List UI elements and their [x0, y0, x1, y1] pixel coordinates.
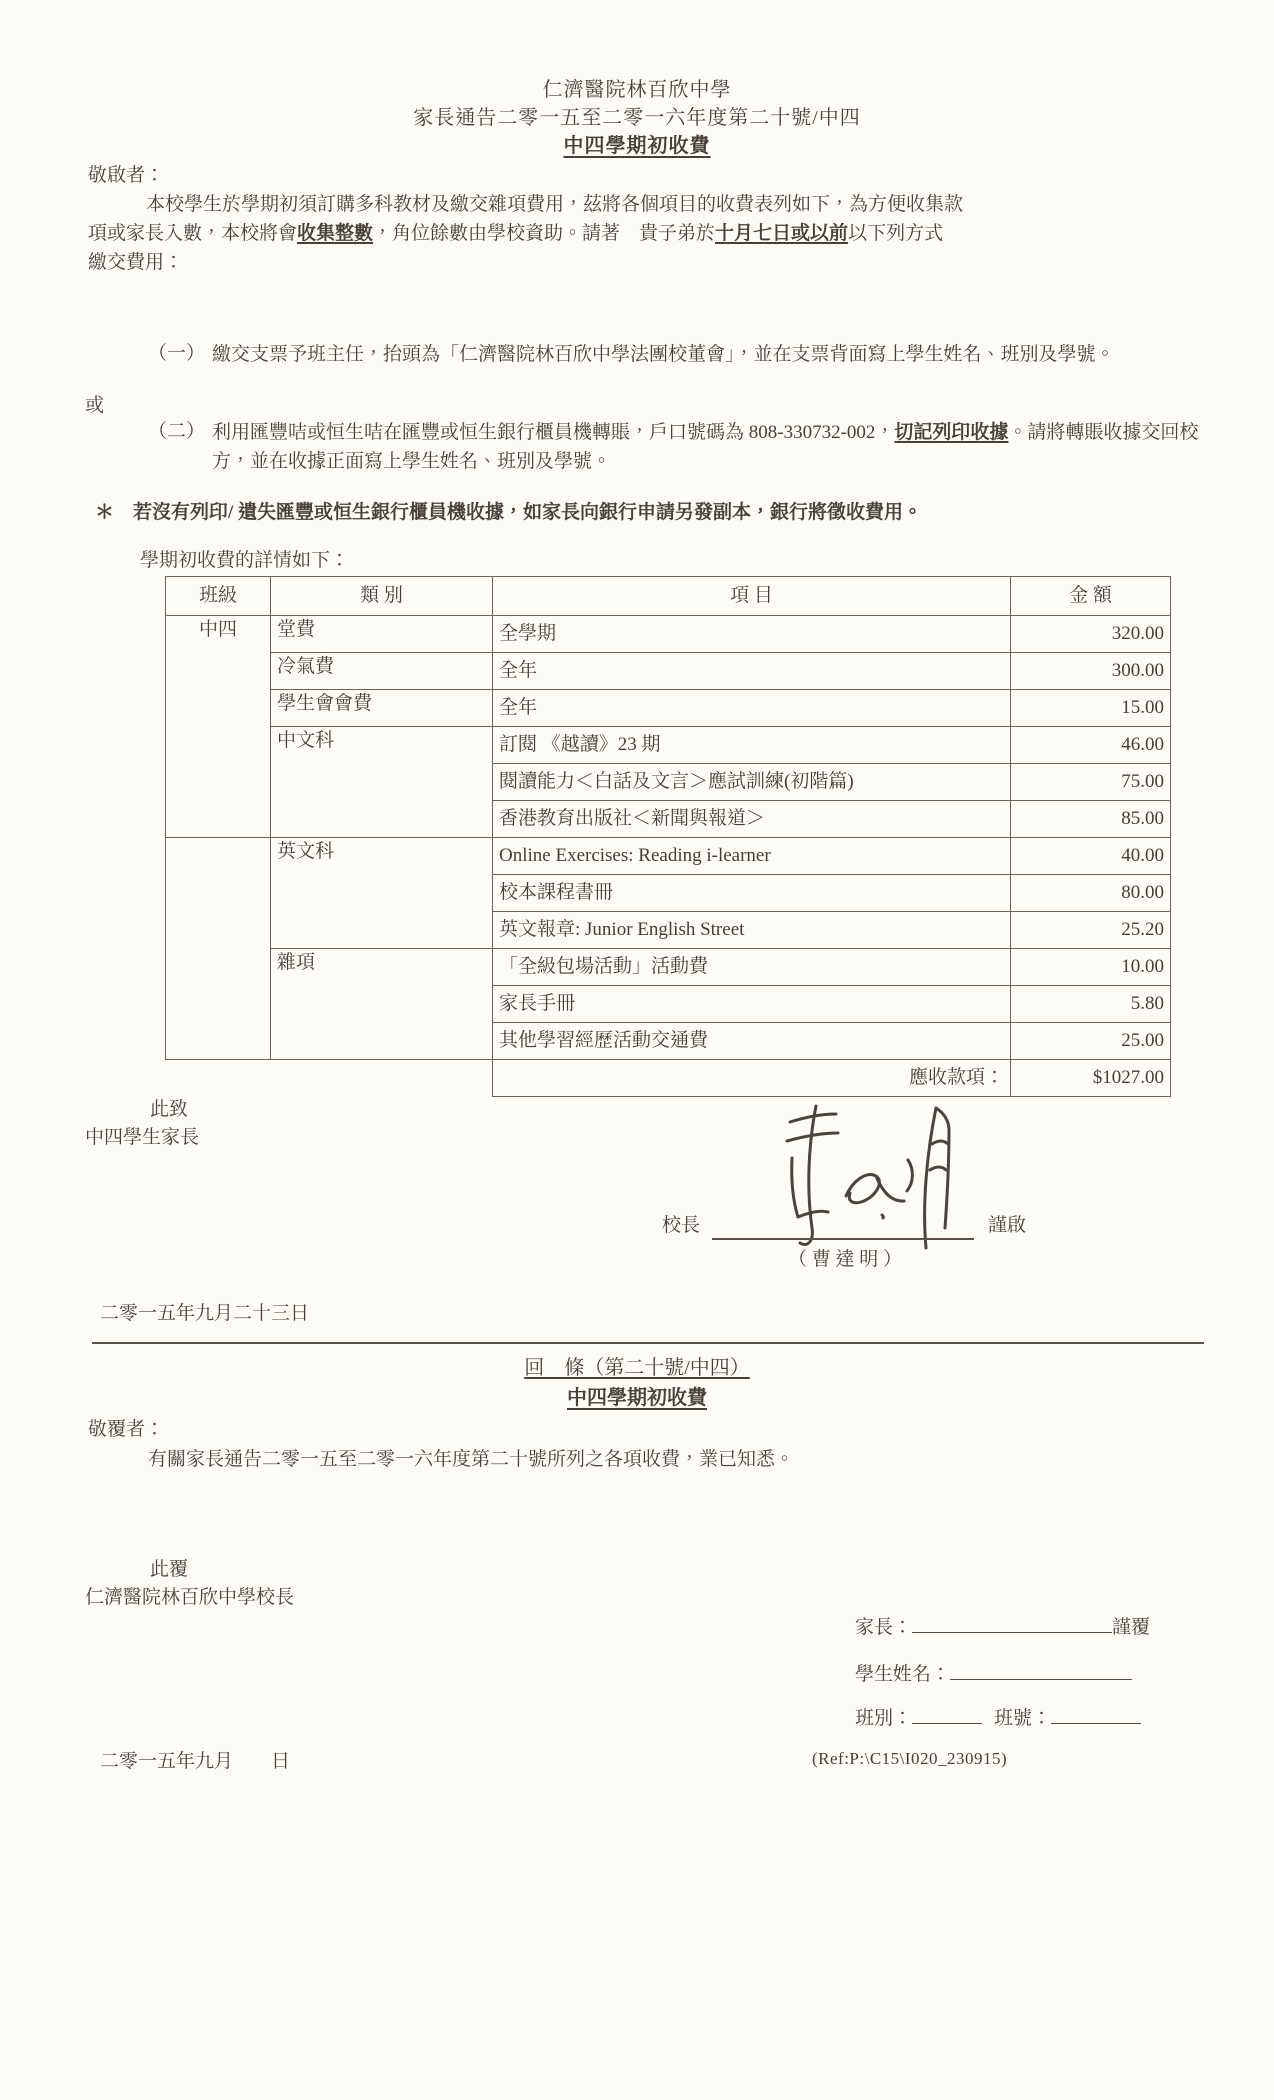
underlined-collect-whole: 收集整數 — [297, 223, 374, 244]
opening-paragraph — [88, 190, 1198, 277]
principal-label: 校長 — [662, 1215, 701, 1236]
table-row: 學生會會費 全年 15.00 — [166, 690, 1171, 727]
student-name-row — [855, 1660, 1132, 1689]
paragraph-line-3: 繳交費用： — [88, 252, 184, 273]
school-name: 仁濟醫院林百欣中學 — [542, 79, 732, 101]
table-row: 中四 堂費 全學期 320.00 — [166, 616, 1171, 653]
reply-close-name: 仁濟醫院林百欣中學校長 — [85, 1587, 295, 1608]
or-label: 或 — [85, 395, 105, 416]
col-header-item: 項 目 — [493, 577, 1011, 616]
reference-number: (Ref:P:\C15\I020_230915) — [812, 1749, 1008, 1768]
table-intro: 學期初收費的詳情如下： — [140, 550, 350, 571]
table-row: 中文科 訂閱 《越讀》23 期 46.00 — [166, 727, 1171, 764]
notice-title: 中四學期初收費 — [563, 135, 711, 157]
total-row-spacer — [166, 1060, 493, 1097]
reply-body: 有關家長通告二零一五至二零一六年度第二十號所列之各項收費，業已知悉。 — [148, 1449, 795, 1470]
note-marker: ＊ — [95, 502, 115, 523]
underlined-print-receipt: 切記列印收據 — [894, 422, 1009, 443]
parent-signature-field[interactable] — [912, 1613, 1112, 1633]
class-no-label: 班號： — [994, 1708, 1052, 1729]
class-label: 班別： — [855, 1708, 913, 1729]
salutation: 敬啟者： — [88, 165, 165, 186]
fee-table — [165, 576, 1171, 1097]
class-number-row — [855, 1704, 1141, 1733]
class-cell-empty — [166, 838, 271, 1060]
to-name: 中四學生家長 — [85, 1127, 200, 1148]
reply-slip-subtitle: 中四學期初收費 — [567, 1387, 707, 1409]
table-row: 英文報章: Junior English Street 25.20 — [166, 912, 1171, 949]
total-amount: $1027.00 — [1011, 1060, 1171, 1097]
table-row: 校本課程書冊 80.00 — [166, 875, 1171, 912]
paragraph-line-1: 本校學生於學期初須訂購多科教材及繳交雜項費用，茲將各個項目的收費表列如下，為方便收集款 — [146, 194, 964, 215]
reply-close-label: 此覆 — [150, 1559, 189, 1580]
issue-date: 二零一五年九月二十三日 — [100, 1303, 310, 1324]
table-row: 家長手冊 5.80 — [166, 986, 1171, 1023]
table-row: 閱讀能力＜白話及文言＞應試訓練(初階篇) 75.00 — [166, 764, 1171, 801]
item1-marker: （一） — [148, 343, 206, 364]
reply-slip-title: 回 條（第二十號/中四） — [524, 1357, 750, 1379]
item2-marker: （二） — [148, 421, 206, 442]
col-header-class: 班級 — [166, 577, 271, 616]
col-header-amount: 金 額 — [1011, 577, 1171, 616]
underlined-deadline: 十月七日或以前 — [715, 223, 849, 244]
reply-date-partial: 二零一五年九月 — [100, 1751, 234, 1772]
total-label: 應收款項： — [493, 1060, 1011, 1097]
col-header-category: 類 別 — [271, 577, 493, 616]
class-cell: 中四 — [166, 616, 271, 838]
table-row: 冷氣費 全年 300.00 — [166, 653, 1171, 690]
item2-text: 利用匯豐咭或恒生咭在匯豐或恒生銀行櫃員機轉賬，戶口號碼為 808-330732-002，切記列印收據。請將轉賬收據交回校方，並在收據正面寫上學生姓名、班別及學號。 — [212, 422, 1199, 472]
reply-salutation: 敬覆者： — [88, 1419, 165, 1440]
section-divider — [92, 1342, 1204, 1344]
fee-table-total-row — [166, 1060, 1171, 1097]
parent-signature-row — [855, 1613, 1150, 1642]
item1-text: 繳交支票予班主任，抬頭為「仁濟醫院林百欣中學法團校董會」，並在支票背面寫上學生姓名、班別及學號。 — [212, 344, 1115, 365]
signature-line — [712, 1218, 974, 1240]
table-row: 英文科 Online Exercises: Reading i-learner 40.00 — [166, 838, 1171, 875]
table-row: 雜項 「全級包場活動」活動費 10.00 — [166, 949, 1171, 986]
note-text: 若沒有列印/ 遺失匯豐或恒生銀行櫃員機收據，如家長向銀行申請另發副本，銀行將徵收費用。 — [133, 502, 923, 523]
reply-date-row — [100, 1748, 290, 1776]
parent-close: 謹覆 — [1112, 1617, 1151, 1638]
notice-number-line: 家長通告二零一五至二零一六年度第二十號/中四 — [413, 107, 861, 129]
table-row: 香港教育出版社＜新聞與報道＞ 85.00 — [166, 801, 1171, 838]
to-label: 此致 — [150, 1099, 189, 1120]
table-row: 其他學習經歷活動交通費 25.00 — [166, 1023, 1171, 1060]
student-name-label: 學生姓名： — [855, 1664, 951, 1685]
class-field[interactable] — [912, 1704, 982, 1724]
fee-table-header-row — [166, 577, 1171, 616]
class-no-field[interactable] — [1051, 1704, 1141, 1724]
student-name-field[interactable] — [950, 1660, 1132, 1680]
paragraph-line-2: 項或家長入數，本校將會收集整數，角位餘數由學校資助。請著 貴子弟於十月七日或以前以下列方式 — [88, 223, 944, 244]
parent-label: 家長： — [855, 1617, 913, 1638]
reply-date-day: 日 — [271, 1751, 291, 1772]
principal-close: 謹啟 — [988, 1215, 1027, 1236]
principal-name: （ 曹 達 明 ） — [788, 1249, 903, 1270]
